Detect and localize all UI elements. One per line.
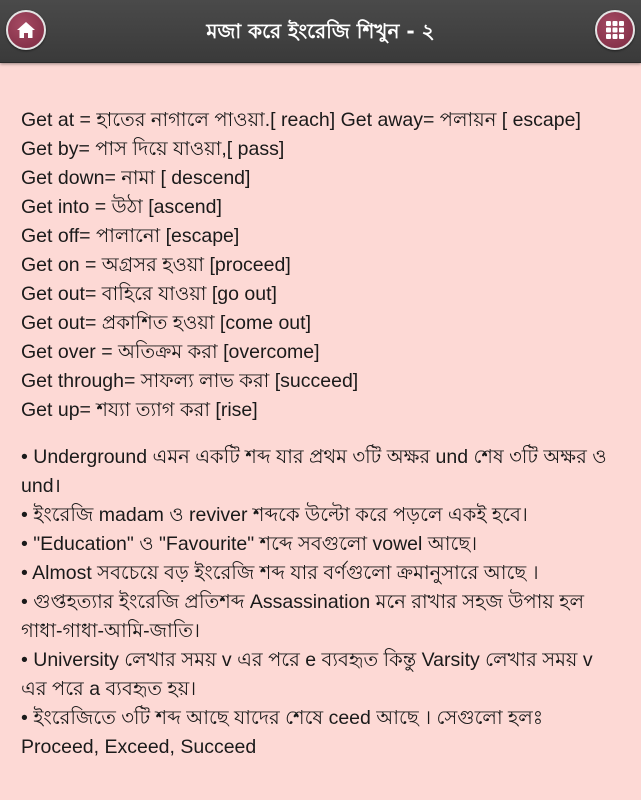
phrase-line: Get at = হাতের নাগালে পাওয়া.[ reach] Get away= পলায়ন [ escape]	[21, 109, 581, 131]
fact-item: • ইংরেজি madam ও reviver শব্দকে উল্টো করে পড়লে একই হবে।	[21, 504, 528, 526]
home-icon	[16, 20, 36, 40]
phrase-line: Get into = উঠা [ascend]	[21, 196, 222, 218]
phrase-line: Get by= পাস দিয়ে যাওয়া,[ pass]	[21, 138, 285, 160]
phrase-line: Get through= সাফল্য লাভ করা [succeed]	[21, 370, 359, 392]
phrase-line: Get on = অগ্রসর হওয়া [proceed]	[21, 254, 291, 276]
phrase-line: Get over = অতিক্রম করা [overcome]	[21, 341, 320, 363]
fact-item: • ইংরেজিতে ৩টি শব্দ আছে যাদের শেষে ceed আছে । সেগুলো হলঃ Proceed, Exceed, Succeed	[21, 707, 544, 758]
page-title: মজা করে ইংরেজি শিখুন - ২	[206, 19, 435, 43]
fact-item: • গুপ্তহত্যার ইংরেজি প্রতিশব্দ Assassination মনে রাখার সহজ উপায় হল গাধা-গাধা-আমি-জাতি।	[21, 591, 585, 642]
fact-item: • University লেখার সময় v এর পরে e ব্যবহৃত কিন্তু Varsity লেখার সময় v এর পরে a ব্যবহৃত হয়।	[21, 649, 593, 700]
phrase-line: Get off= পালানো [escape]	[21, 225, 240, 247]
phrase-line: Get down= নামা [ descend]	[21, 167, 251, 189]
fact-item: • Almost সবচেয়ে বড় ইংরেজি শব্দ যার বর্ণগুলো ক্রমানুসারে আছে ।	[21, 562, 539, 584]
fact-item: • "Education" ও "Favourite" শব্দে সবগুলো vowel আছে।	[21, 533, 478, 555]
grid-menu-icon	[605, 20, 625, 40]
facts-list	[21, 443, 621, 762]
phrase-line: Get up= শয্যা ত্যাগ করা [rise]	[21, 399, 258, 421]
phrase-line: Get out= বাহিরে যাওয়া [go out]	[21, 283, 277, 305]
top-app-bar	[0, 0, 641, 63]
article-content	[21, 106, 621, 762]
home-button[interactable]	[6, 10, 46, 50]
phrasal-verb-list	[21, 106, 621, 425]
fact-item: • Underground এমন একটি শব্দ যার প্রথম ৩টি অক্ষর und শেষ ৩টি অক্ষর ও und।	[21, 446, 607, 497]
grid-menu-button[interactable]	[595, 10, 635, 50]
phrase-line: Get out= প্রকাশিত হওয়া [come out]	[21, 312, 311, 334]
